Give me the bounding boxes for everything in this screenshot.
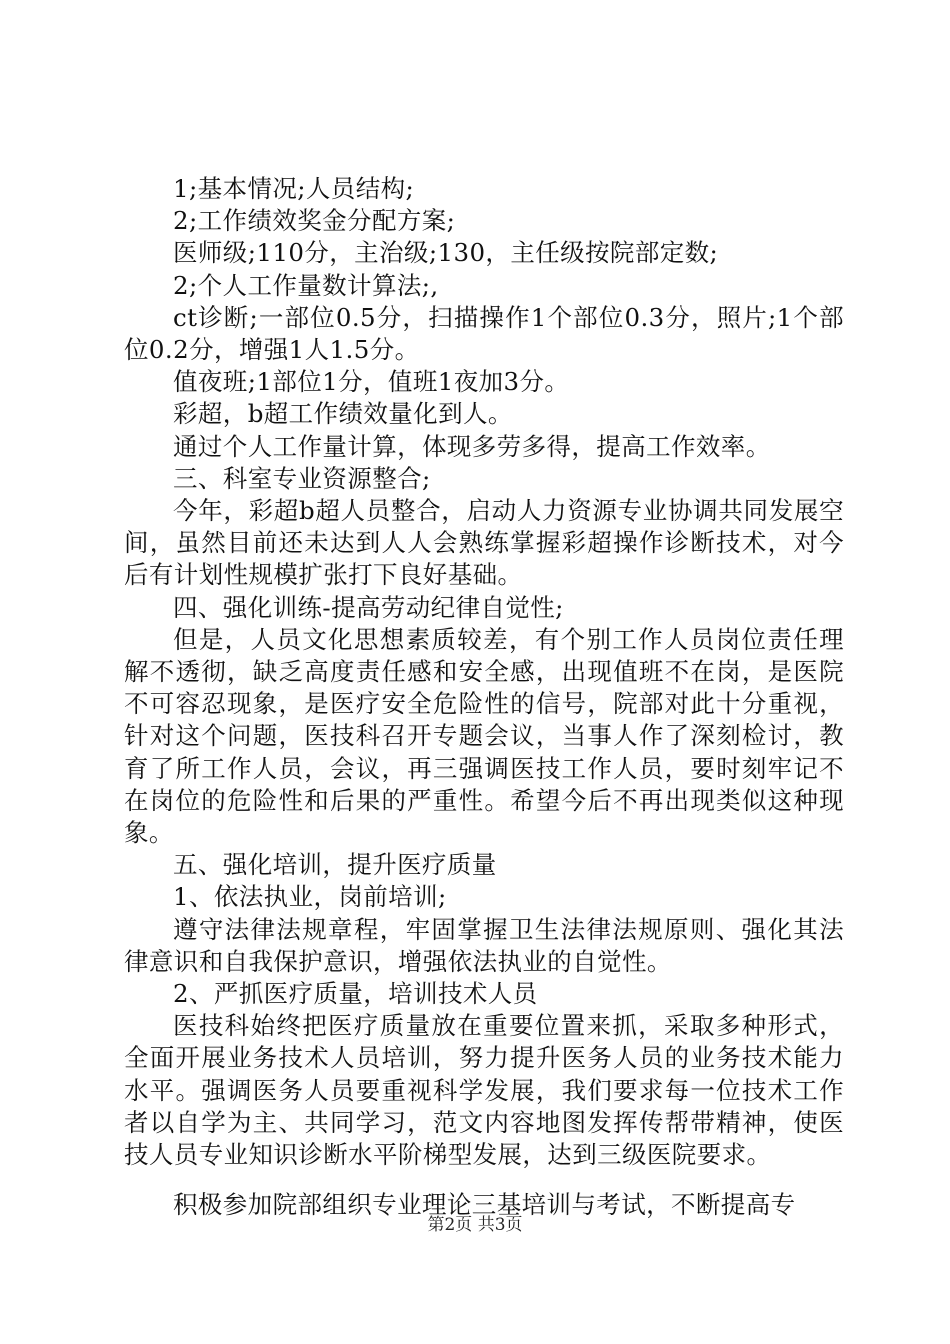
paragraph-resource-integration: 今年，彩超b超人员整合，启动人力资源专业协调共同发展空间，虽然目前还未达到人人会熟练掌握彩超操作诊断技术，对今后有计划性规模扩张打下良好基础。 <box>124 496 844 590</box>
paragraph-ct-diagnosis: ct诊断;一部位0.5分，扫描操作1个部位0.3分，照片;1个部位0.2分，增强1人1.5分。 <box>124 302 844 365</box>
paragraph-workload-method: 2;个人工作量数计算法;, <box>173 270 439 300</box>
subheading-legal-practice: 1、依法执业，岗前培训; <box>173 882 447 912</box>
document-body <box>124 173 844 1222</box>
paragraph-ultrasound: 彩超，b超工作绩效量化到人。 <box>173 399 513 429</box>
section-heading-resources: 三、科室专业资源整合; <box>173 463 431 493</box>
paragraph-legal-practice: 遵守法律法规章程，牢固掌握卫生法律法规原则、强化其法律意识和自我保护意识，增强依法执业的自觉性。 <box>124 914 844 976</box>
subheading-medical-quality: 2、严抓医疗质量，培训技术人员 <box>173 979 538 1009</box>
paragraph-discipline: 但是，人员文化思想素质较差，有个别工作人员岗位责任理解不透彻，缺乏高度责任感和安全感，出现值班不在岗，是医院不可容忍现象，是医疗安全危险性的信号，院部对此十分重视，针对这个问题，医技科召开专题会议，当事人作了深刻检讨，教育了所工作人员，会议，再三强调医技工作人员，要时刻牢记不在岗位的危险性和后果的严重性。希望今后不再出现类似这种现象。 <box>124 624 844 848</box>
paragraph-three-basics: 积极参加院部组织专业理论三基培训与考试，不断提高专 <box>173 1190 796 1220</box>
paragraph-efficiency: 通过个人工作量计算，体现多劳多得，提高工作效率。 <box>173 431 771 461</box>
section-heading-training: 五、强化培训，提升医疗质量 <box>173 850 497 880</box>
paragraph-medical-quality: 医技科始终把医疗质量放在重要位置来抓，采取多种形式，全面开展业务技术人员培训，努力提升医务人员的业务技术能力水平。强调医务人员要重视科学发展，我们要求每一位技术工作者以自学为主、共同学习，范文内容地图发挥传帮带精神，使医技人员专业知识诊断水平阶梯型发展，达到三级医院要求。 <box>124 1011 844 1170</box>
section-heading-discipline: 四、强化训练-提高劳动纪律自觉性; <box>173 592 564 622</box>
paragraph-physician-scores: 医师级;110分，主治级;130，主任级按院部定数; <box>173 238 719 268</box>
paragraph-night-shift: 值夜班;1部位1分，值班1夜加3分。 <box>173 367 570 397</box>
paragraph-bonus-plan: 2;工作绩效奖金分配方案; <box>173 206 456 236</box>
page-number-footer: 第2页 共3页 <box>427 1215 523 1235</box>
paragraph-basic-situation: 1;基本情况;人员结构; <box>173 174 415 203</box>
